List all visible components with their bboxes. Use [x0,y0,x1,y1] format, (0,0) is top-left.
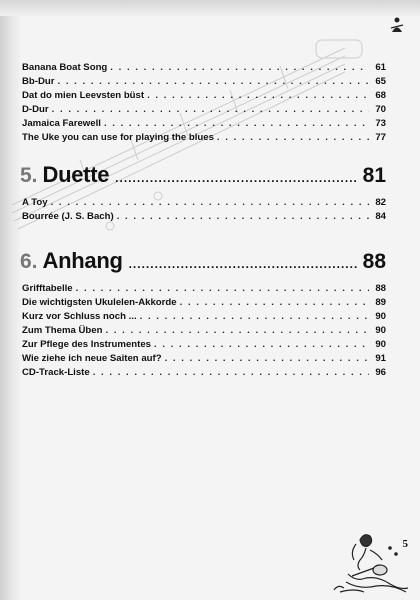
leader-dots [140,311,369,323]
toc-entry-page: 84 [375,211,386,222]
leader-dots [104,118,369,130]
toc-entry-label: The Uke you can use for playing the blues [22,132,214,143]
toc-entry[interactable] [22,367,386,379]
toc-entry-page: 96 [375,367,386,378]
toc-entry-label: Grifftabelle [22,283,73,294]
leader-dots [117,211,369,223]
toc-entry-page: 82 [375,197,386,208]
page-number: 5 [402,538,408,550]
toc-entry[interactable] [22,197,386,209]
section-title: Duette [42,162,110,187]
toc-entry[interactable] [22,76,386,88]
section-number: 6. [20,250,38,273]
toc-entry-label: Die wichtigsten Ukulelen-Akkorde [22,297,177,308]
leader-dots [154,339,369,351]
toc-entry-label: A Toy [22,197,48,208]
section-number: 5. [20,164,38,187]
toc-entry-page: 88 [375,283,386,294]
toc-entry[interactable] [22,311,386,323]
section-title: Anhang [42,248,123,273]
leader-dots [106,325,370,337]
toc-entry-page: 90 [375,325,386,336]
leader-dots [129,257,357,271]
toc-entry-page: 77 [375,132,386,143]
leader-dots [76,283,369,295]
toc-entry[interactable] [22,211,386,223]
toc-entry-page: 90 [375,311,386,322]
toc-entry-label: Wie ziehe ich neue Saiten auf? [22,353,162,364]
leader-dots [52,104,369,116]
toc-entry-page: 68 [375,90,386,101]
toc-entry[interactable] [22,104,386,116]
toc-entry-label: Zur Pflege des Instrumentes [22,339,152,350]
leader-dots [110,62,369,74]
leader-dots [58,76,369,88]
leader-dots [147,90,369,102]
toc-entry-page: 61 [375,62,386,73]
toc-entry-page: 89 [375,297,386,308]
leader-dots [51,197,369,209]
toc-entry[interactable] [22,118,386,130]
toc-entry-label: Bb-Dur [22,76,55,87]
toc-entry[interactable] [22,62,386,74]
leader-dots [217,132,369,144]
toc-entry[interactable] [22,325,386,337]
toc-entry-label: Bourrée (J. S. Bach) [22,211,114,222]
toc-entry[interactable] [22,353,386,365]
toc-entry-page: 91 [375,353,386,364]
toc-entry-label: Kurz vor Schluss noch ... [22,311,137,322]
section-heading-5[interactable] [20,162,386,188]
leader-dots [180,297,369,309]
toc-entry-label: D-Dur [22,104,49,115]
toc-entry[interactable] [22,132,386,144]
section-page: 88 [362,250,386,273]
leader-dots [93,367,369,379]
leader-dots [165,353,369,365]
toc-entry[interactable] [22,90,386,102]
toc-entry-label: Banana Boat Song [22,62,108,73]
toc-entry[interactable] [22,297,386,309]
toc-entry[interactable] [22,339,386,351]
toc-entry-label: Dat do mien Leevsten büst [22,90,145,101]
toc-entry-label: Zum Thema Üben [22,325,103,336]
toc-entry-page: 73 [375,118,386,129]
hula-girl-ukulele-illustration [330,530,412,596]
toc-entry[interactable] [22,283,386,295]
section-page: 81 [362,164,386,187]
toc-entry-page: 90 [375,339,386,350]
section-heading-6[interactable] [20,248,386,274]
leader-dots [115,171,356,185]
toc-entry-label: CD-Track-Liste [22,367,90,378]
toc-entry-label: Jamaica Farewell [22,118,101,129]
toc-entry-page: 65 [375,76,386,87]
toc-entry-page: 70 [375,104,386,115]
